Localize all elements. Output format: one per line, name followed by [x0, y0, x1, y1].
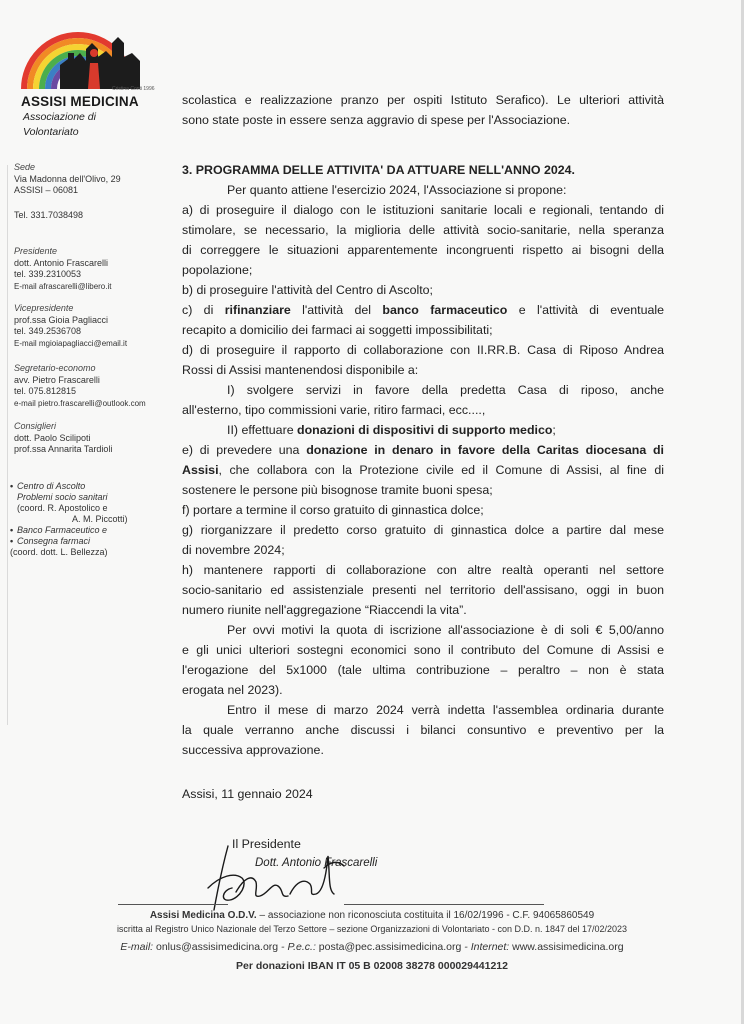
service-2-title: Banco Farmaceutico e — [17, 525, 108, 535]
body-line: I) svolgere servizi in favore della predetta Casa di riposo, anche — [227, 383, 664, 397]
body-line: Assisi, che collabora con la Protezione civile ed il Comune di Assisi, al fine di — [182, 463, 664, 477]
body-line: sostenere le persone più bisognose tramite buoni spesa; — [182, 483, 493, 497]
body-line: popolazione; — [182, 263, 253, 277]
body-line: II) effettuare donazioni di dispositivi di supporto medico; — [227, 423, 556, 437]
org-name: ASSISI MEDICINA — [21, 94, 139, 109]
footer-pec: posta@pec.assisimedicina.org — [315, 941, 462, 953]
segretario-email: e-mail pietro.frascarelli@outlook.com — [14, 398, 146, 408]
body-line: la quale verranno anche discussi i bilanci consuntivo e preventivo per la — [182, 723, 664, 737]
vice-name: prof.ssa Gioia Pagliacci — [14, 314, 109, 325]
body-line: Entro il mese di marzo 2024 verrà indetta l'assemblea ordinaria durante — [227, 703, 664, 717]
segretario-label: Segretario-economo — [14, 363, 96, 373]
rainbow-logo — [20, 13, 146, 93]
segretario-block — [14, 363, 146, 409]
body-line: scolastica e realizzazione pranzo per ospiti Istituto Serafico). Le ulteriori attività — [182, 93, 664, 107]
footer-rule-left — [118, 904, 228, 905]
body-line: di correggere le situazioni apparentemente incongruenti rispetto ai bisogni della — [182, 243, 664, 257]
presidente-email: E-mail afrascarelli@libero.it — [14, 281, 112, 291]
org-tel: Tel. 331.7038498 — [14, 210, 84, 220]
footer-email: onlus@assisimedicina.org — [153, 941, 279, 953]
body-line: b) di proseguire l'attività del Centro di Ascolto; — [182, 283, 433, 297]
footer-line-2: iscritta al Registro Unico Nazionale del Terzo Settore – sezione Organizzazioni di Volontariato - con D.D. n. 1847 del 17/02/2023 — [116, 924, 628, 934]
body-line: Per quanto attiene l'esercizio 2024, l'Associazione si propone: — [227, 183, 567, 197]
services-block — [10, 481, 128, 558]
bullet-icon: • — [10, 481, 14, 491]
body-line: d) di proseguire il rapporto di collaborazione con II.RR.B. Casa di Riposo Andrea — [182, 343, 664, 357]
service-1-coord-2: A. M. Piccotti) — [72, 514, 128, 524]
body-line: Rossi di Assisi mantenendosi disponibile a: — [182, 363, 419, 377]
footer-rule-right — [344, 904, 544, 905]
body-line: a) di proseguire il dialogo con le istituzioni sanitarie locali e regionali, tentando di — [182, 203, 664, 217]
body-line: all'esterno, tipo commissioni varie, ritiro farmaci, ecc...., — [182, 403, 486, 417]
vice-label: Vicepresidente — [14, 303, 74, 313]
body-line: h) mantenere rapporti di collaborazione con altre realtà operanti nel settore — [182, 563, 664, 577]
body-line: f) portare a termine il corso gratuito di ginnastica dolce; — [182, 503, 484, 517]
service-1-title: Centro di Ascolto — [17, 481, 86, 491]
body-line: successiva approvazione. — [182, 743, 324, 757]
consiglieri-block — [14, 421, 112, 456]
body-line: socio-sanitario ed assistenziale presenti nel territorio dell'assisano, oggi in buon — [182, 583, 664, 597]
body-line: c) di rifinanziare l'attività del banco farmaceutico e l'attività di eventuale — [182, 303, 664, 317]
sede-address: Via Madonna dell'Olivo, 29 — [14, 173, 121, 184]
body-line: e gli unici ulteriori sostegni economici sono il contributo del Comune di Assisi e — [182, 643, 664, 657]
footer-contacts: E-mail: onlus@assisimedicina.org - P.e.c.: posta@pec.assisimedicina.org - Internet: www.assisimedicina.org — [120, 941, 624, 953]
presidente-label: Presidente — [14, 246, 58, 256]
sidebar-divider — [7, 165, 8, 725]
body-line: stimolare, se necessario, la miglioria delle attività socio-sanitarie, nella speranza — [182, 223, 664, 237]
footer-iban: Per donazioni IBAN IT 05 B 02008 38278 000029441212 — [236, 960, 508, 972]
sede-block — [14, 162, 121, 197]
presidente-name: dott. Antonio Frascarelli — [14, 257, 109, 268]
body-line: e) di prevedere una donazione in denaro in favore della Caritas diocesana di — [182, 443, 664, 457]
sede-city: ASSISI – 06081 — [14, 185, 79, 195]
letter-date: Assisi, 11 gennaio 2024 — [182, 787, 313, 801]
presidente-block — [14, 246, 111, 292]
segretario-tel: tel. 075.812815 — [14, 386, 77, 396]
body-line: Per ovvi motivi la quota di iscrizione all'associazione è di soli € 5,00/anno — [227, 623, 664, 637]
body-line: sono state poste in essere senza aggravio di spese per l'Associazione. — [182, 113, 571, 127]
section-heading: 3. PROGRAMMA DELLE ATTIVITA' DA ATTUARE NELL'ANNO 2024. — [182, 163, 575, 177]
service-2-coord: (coord. dott. L. Bellezza) — [10, 547, 108, 557]
footer-website: www.assisimedicina.org — [509, 941, 624, 953]
presidente-tel: tel. 339.2310053 — [14, 269, 82, 279]
consigliere-1: dott. Paolo Scilipoti — [14, 432, 91, 443]
service-1-coord: (coord. R. Apostolico e — [17, 503, 108, 513]
consiglieri-label: Consiglieri — [14, 421, 57, 431]
footer-line-1: Assisi Medicina O.D.V. – associazione non riconosciuta costituita il 16/02/1996 - C.F. 94065860549 — [149, 910, 595, 921]
consigliere-2: prof.ssa Annarita Tardioli — [14, 444, 113, 454]
segretario-name: avv. Pietro Frascarelli — [14, 374, 100, 385]
body-line: l'erogazione del 5x1000 (tale ultima contribuzione – peraltro – non è stata — [182, 663, 664, 677]
signature-title: Il Presidente — [232, 837, 301, 851]
handwritten-signature — [200, 838, 350, 918]
org-subtitle: Associazione di Volontariato — [23, 111, 96, 138]
sede-label: Sede — [14, 162, 36, 172]
body-line: recapito a domicilio dei farmaci ai soggetti impossibilitati; — [182, 323, 493, 337]
body-line: di novembre 2024; — [182, 543, 285, 557]
body-line: erogata nel 2023). — [182, 683, 283, 697]
bullet-icon: • — [10, 525, 14, 535]
letter-body — [182, 90, 664, 804]
tel-block — [14, 210, 83, 222]
vice-tel: tel. 349.2536708 — [14, 326, 82, 336]
signature-name: Dott. Antonio Frascarelli — [255, 857, 378, 869]
vice-email: E-mail mgioiapagliacci@email.it — [14, 338, 128, 348]
body-line: g) riorganizzare il predetto corso gratuito di ginnastica dolce a partire dal mese — [182, 523, 664, 537]
body-line: numero riunite nell'aggregazione “Riaccendi la vita”. — [182, 603, 467, 617]
service-1-desc: Problemi socio sanitari — [17, 492, 108, 502]
logo-credit: Cristina Conti 1996 — [112, 86, 155, 92]
bullet-icon: • — [10, 536, 14, 546]
vice-block — [14, 303, 127, 349]
service-2-desc: Consegna farmaci — [17, 536, 91, 546]
